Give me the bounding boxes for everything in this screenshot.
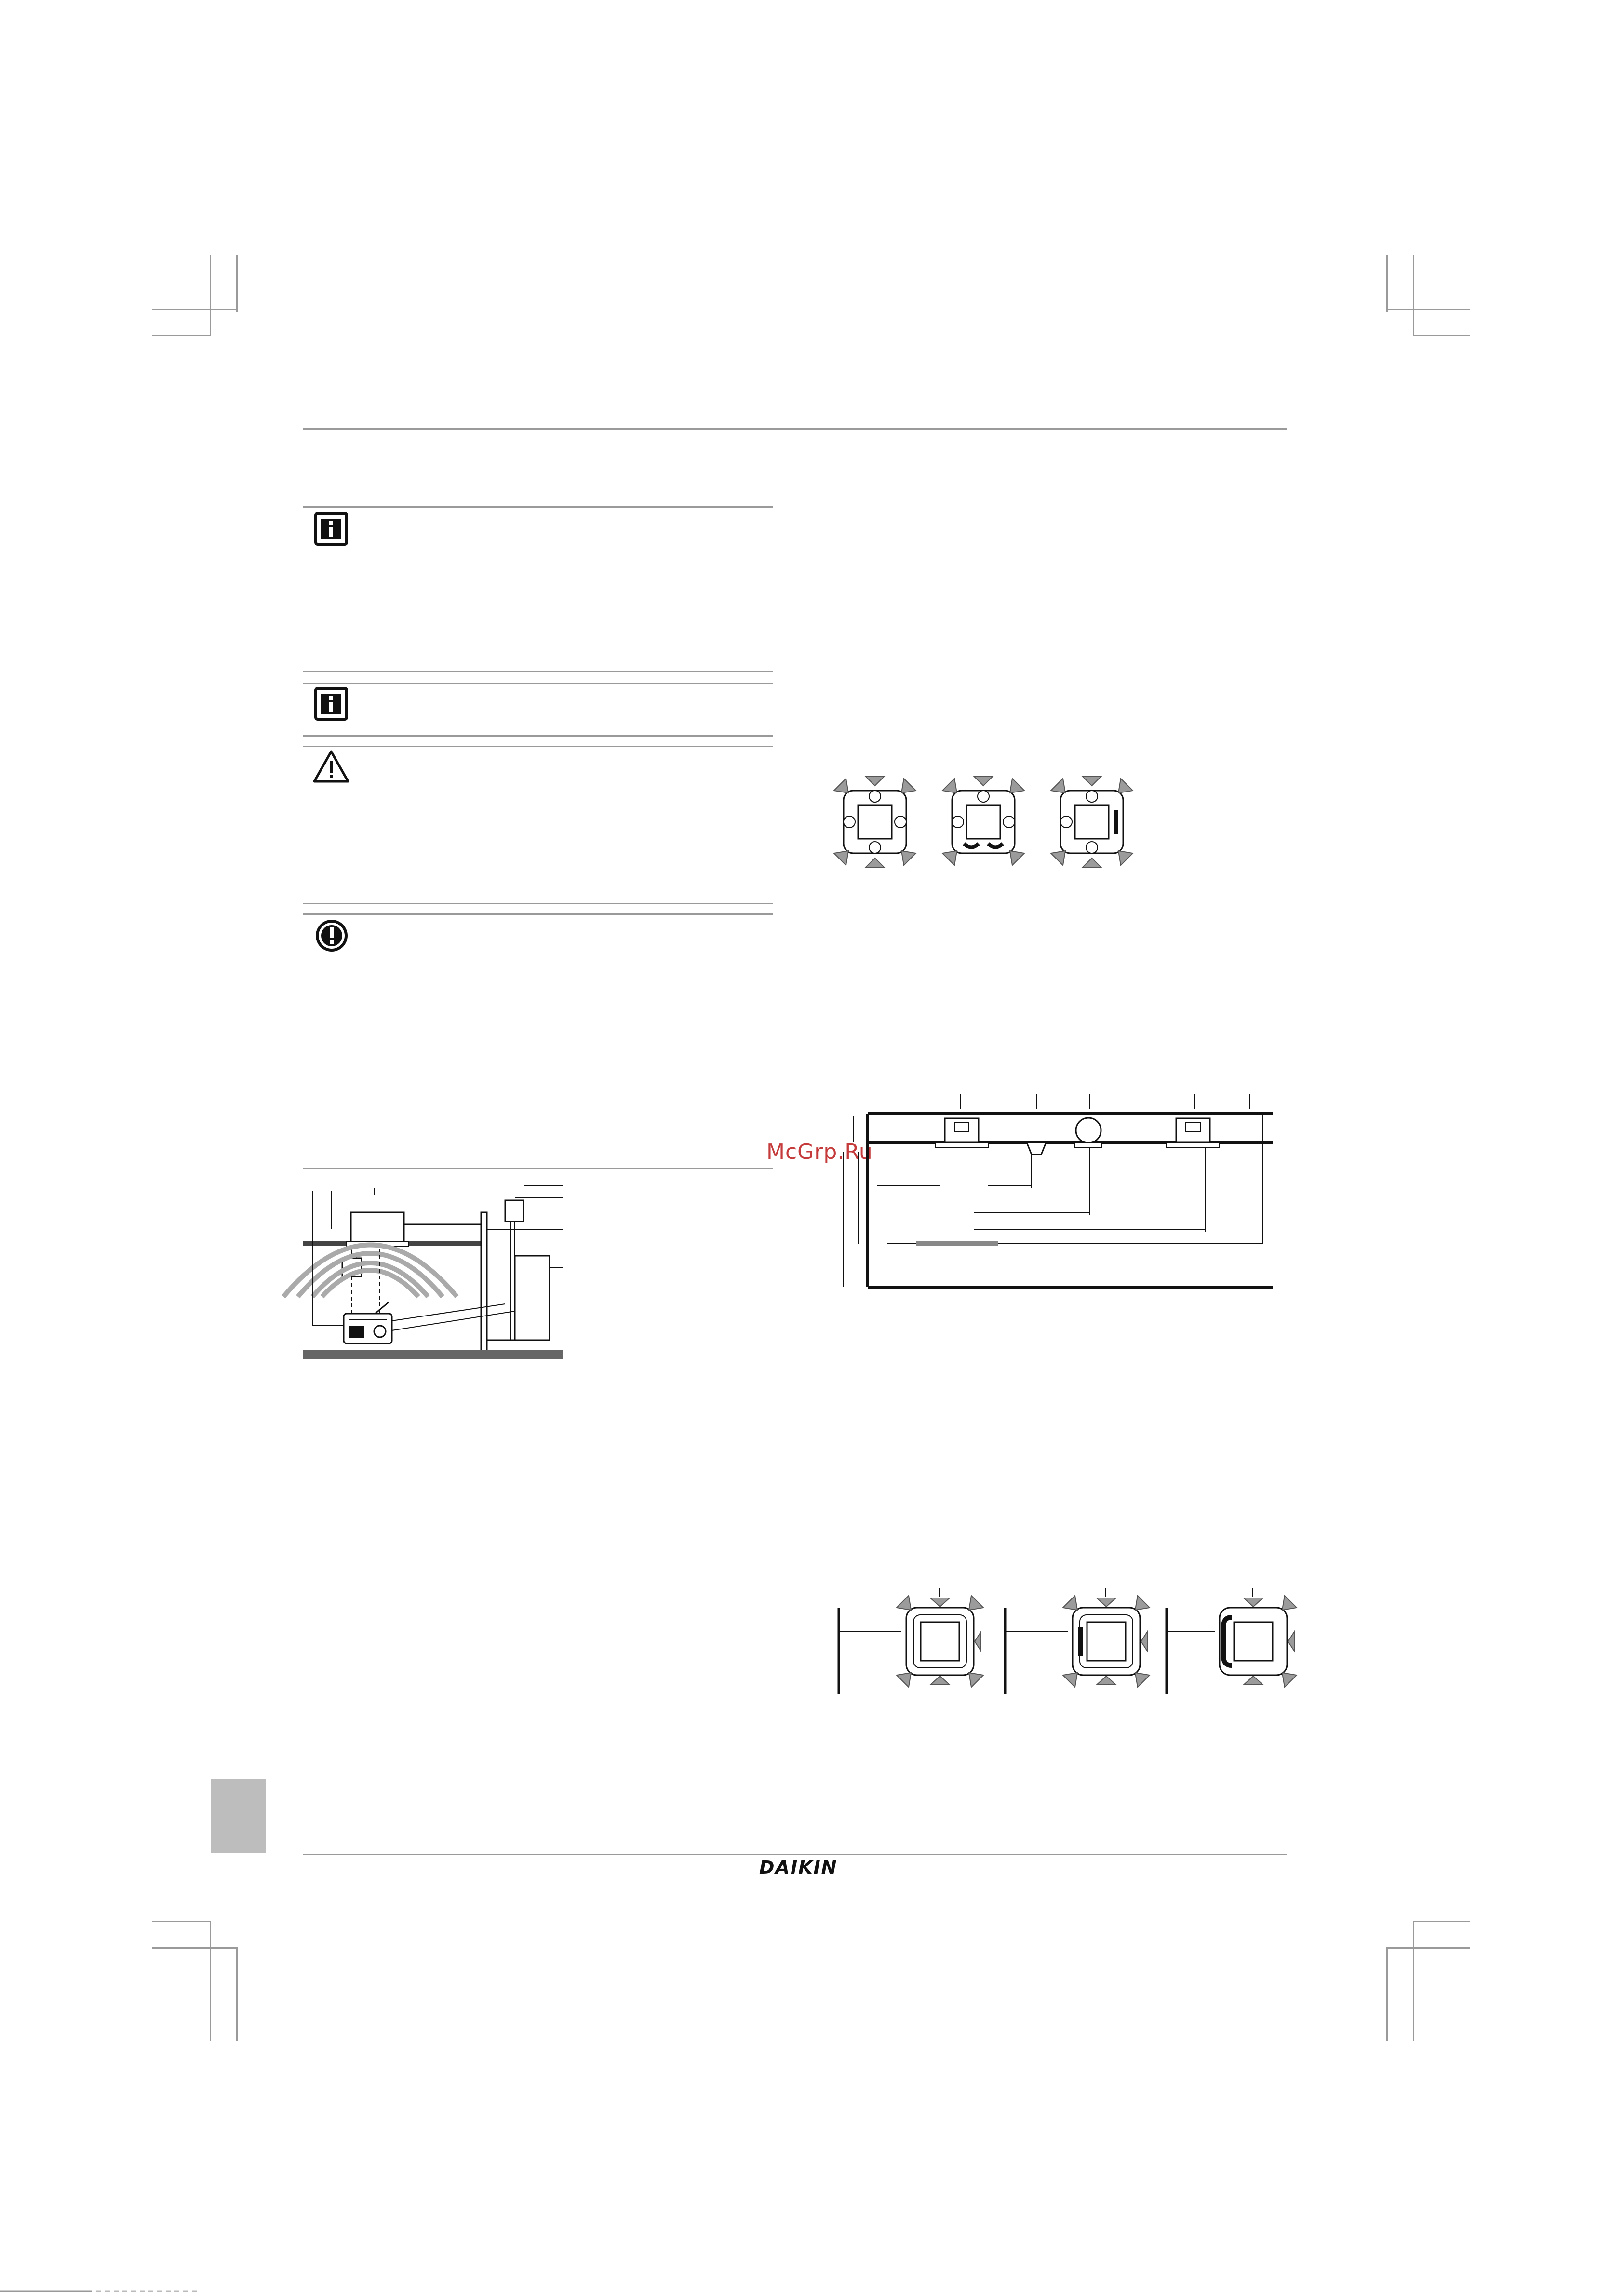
info-icon — [314, 687, 348, 721]
header-rule — [303, 428, 1287, 430]
notice-rule-1-bottom — [303, 671, 773, 672]
crop-mark-top-left-v — [236, 255, 238, 312]
cassette-view-3 — [1051, 776, 1133, 868]
cassette-airflow-diagram-top — [824, 771, 1152, 873]
crop-mark-bottom-left-h — [152, 1947, 238, 1949]
chapter-side-tab — [211, 1779, 266, 1853]
crop-mark-bottom-right-v — [1386, 1947, 1388, 2041]
crop-mark-top-right-h — [1386, 309, 1470, 310]
notice-rule-1-top — [303, 506, 773, 508]
wall-view-1 — [839, 1588, 983, 1694]
crop-mark-top-left-h — [152, 309, 238, 310]
info-icon — [314, 512, 348, 546]
installation-scene-diagram — [303, 1176, 573, 1364]
crop-mark-top-right-v — [1386, 255, 1388, 312]
crop-mark-bottom-left-v — [236, 1947, 238, 2041]
crop-mark-top-right-v2 — [1413, 255, 1414, 336]
crop-mark-bottom-right-h2 — [1413, 1921, 1470, 1922]
section-rule — [303, 1168, 773, 1169]
cassette-wall-clearance-diagram — [829, 1588, 1302, 1704]
crop-mark-top-right-h2 — [1413, 335, 1470, 336]
notice-rule-4-top — [303, 913, 773, 915]
watermark-text: McGrp.Ru — [766, 1140, 873, 1164]
notice-rule-3-top — [303, 746, 773, 747]
notice-rule-3-bottom — [303, 903, 773, 904]
crop-mark-bottom-right-h — [1386, 1947, 1470, 1949]
notice-rule-2-top — [303, 683, 773, 684]
ceiling-clearance-diagram — [829, 1094, 1292, 1297]
crop-mark-top-left-h2 — [152, 335, 211, 336]
wall-view-2 — [1005, 1588, 1150, 1694]
crop-mark-bottom-right-v2 — [1413, 1921, 1414, 2041]
notice-rule-2-bottom — [303, 735, 773, 737]
crop-mark-bottom-left-h2 — [152, 1921, 211, 1922]
wall-view-3 — [1167, 1588, 1297, 1694]
crop-mark-bottom-left-v2 — [210, 1921, 211, 2041]
bottom-edge-strip — [0, 2289, 202, 2294]
daikin-logo: DAIKIN — [759, 1857, 838, 1878]
footer-rule — [303, 1854, 1287, 1855]
crop-mark-top-left-v2 — [210, 255, 211, 336]
notice-icon — [314, 918, 349, 953]
cassette-view-1 — [834, 776, 916, 868]
warning-icon — [312, 750, 350, 783]
cassette-view-2 — [942, 776, 1024, 865]
